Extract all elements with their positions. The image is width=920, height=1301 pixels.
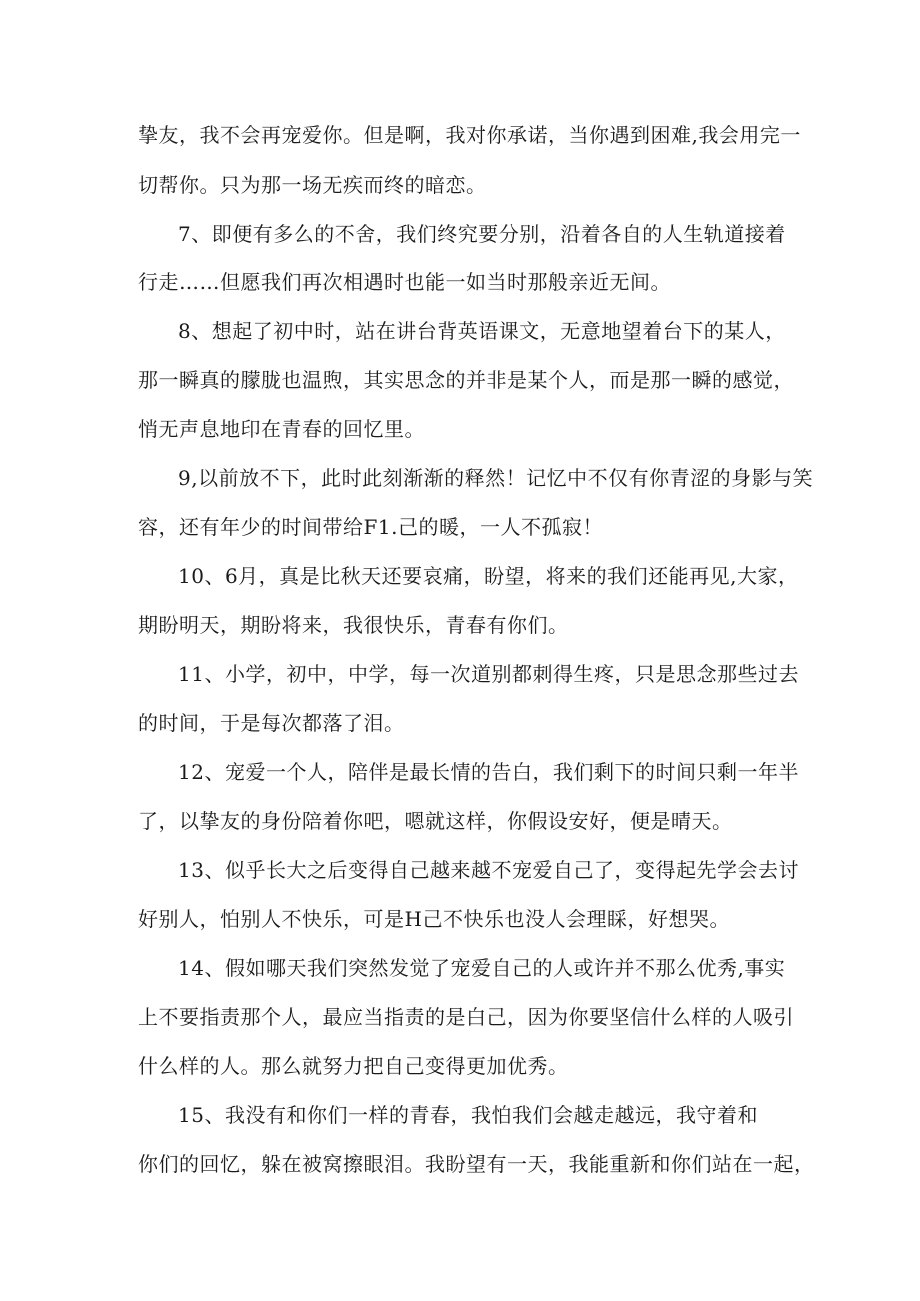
text-line: 了，以挚友的身份陪着你吧，嗯就这样，你假设安好，便是晴天。	[138, 809, 733, 833]
text-line: 15、我没有和你们一样的青春，我怕我们会越走越远，我守着和	[178, 1103, 758, 1127]
text-line: 好别人，怕别人不快乐，可是H己不快乐也没人会理睬，好想哭。	[138, 907, 730, 931]
text-line: 的时间，于是每次都落了泪。	[138, 711, 405, 735]
text-line: 11、小学，初中，中学，每一次道别都刺得生疼，只是思念那些过去	[178, 662, 799, 686]
text-line: 10、6月，真是比秋天还要哀痛，盼望，将来的我们还能再见,大家，	[178, 564, 799, 588]
text-line: 8、想起了初中时，站在讲台背英语课文，无意地望着台下的某人，	[178, 319, 786, 343]
text-line: 7、即便有多么的不舍，我们终究要分别，沿着各自的人生轨道接着	[178, 222, 786, 246]
text-line: 你们的回忆，躲在被窝擦眼泪。我盼望有一天，我能重新和你们站在一起，	[138, 1152, 815, 1176]
text-line: 什么样的人。那么就努力把自己变得更加优秀。	[138, 1054, 569, 1078]
text-line: 13、似乎长大之后变得自己越来越不宠爱自己了，变得起先学会去讨	[178, 858, 799, 882]
text-line: 12、宠爱一个人，陪伴是最长情的告白，我们剩下的时间只剩一年半	[178, 760, 799, 784]
text-line: 悄无声息地印在青春的回忆里。	[138, 417, 425, 441]
text-line: 容，还有年少的时间带给F1.己的暖，一人不孤寂！	[138, 515, 603, 539]
text-line: 上不要指责那个人，最应当指责的是白己，因为你要坚信什么样的人吸引	[138, 1005, 794, 1029]
text-line: 行走……但愿我们再次相遇时也能一如当时那般亲近无间。	[138, 270, 671, 294]
text-line: 9,以前放不下，此时此刻渐渐的释然！记忆中不仅有你青涩的身影与笑	[178, 466, 814, 490]
text-line: 期盼明天，期盼将来，我很快乐，青春有你们。	[138, 613, 569, 637]
text-line: 14、假如哪天我们突然发觉了宠爱自己的人或许并不那么优秀,事实	[178, 956, 786, 980]
text-line: 切帮你。只为那一场无疾而终的暗恋。	[138, 173, 487, 197]
text-line: 那一瞬真的朦胧也温煦，其实思念的并非是某个人，而是那一瞬的感觉，	[138, 368, 794, 392]
text-line: 挚友，我不会再宠爱你。但是啊，我对你承诺，当你遇到困难,我会用完一	[138, 123, 801, 147]
